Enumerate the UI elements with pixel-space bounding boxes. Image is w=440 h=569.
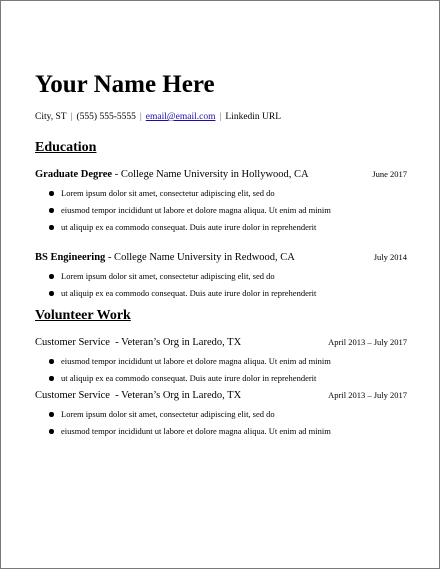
entry-heading [35, 168, 309, 181]
bullet-item: eiusmod tempor incididunt ut labore et dolore magna aliqua. Ut enim ad minim [61, 355, 407, 367]
contact-separator: | [139, 112, 142, 122]
school-name: - College Name University in Redwood, CA [105, 252, 295, 263]
entry-date: July 2014 [373, 252, 407, 262]
bullet-list [35, 408, 407, 437]
entry-header [35, 336, 407, 349]
entry-heading [35, 389, 241, 402]
bullet-item: ut aliquip ex ea commodo consequat. Duis aute irure dolor in reprehenderit [61, 372, 407, 384]
education-entry [35, 168, 407, 233]
bullet-item: Lorem ipsum dolor sit amet, consectetur adipiscing elit, sed do [61, 187, 407, 199]
bullet-list [35, 355, 407, 384]
entry-header [35, 251, 407, 264]
bullet-list [35, 270, 407, 299]
entry-heading [35, 336, 241, 349]
contact-separator: | [70, 112, 73, 122]
bullet-item: eiusmod tempor incididunt ut labore et dolore magna aliqua. Ut enim ad minim [61, 425, 407, 437]
volunteer-entry [35, 336, 407, 384]
bullet-item: Lorem ipsum dolor sit amet, consectetur adipiscing elit, sed do [61, 408, 407, 420]
bullet-item: ut aliquip ex ea commodo consequat. Duis aute irure dolor in reprehenderit [61, 221, 407, 233]
resume-content [35, 71, 407, 442]
education-entry [35, 251, 407, 299]
bullet-list [35, 187, 407, 233]
entry-date: June 2017 [372, 169, 407, 179]
section-title-education: Education [35, 140, 97, 155]
degree-name: Graduate Degree [35, 169, 113, 180]
org-name: - Veteran’s Org in Laredo, TX [109, 337, 242, 348]
entry-header [35, 168, 407, 181]
contact-linkedin: Linkedin URL [225, 112, 282, 122]
bullet-item: eiusmod tempor incididunt ut labore et dolore magna aliqua. Ut enim ad minim [61, 204, 407, 216]
contact-separator: | [219, 112, 222, 122]
entry-heading [35, 251, 295, 264]
contact-phone: (555) 555-5555 [76, 112, 136, 122]
degree-name: BS Engineering [35, 252, 106, 263]
org-name: - Veteran’s Org in Laredo, TX [109, 390, 242, 401]
entry-date: April 2013 – July 2017 [328, 390, 407, 400]
bullet-item: Lorem ipsum dolor sit amet, consectetur adipiscing elit, sed do [61, 270, 407, 282]
school-name: - College Name University in Hollywood, CA [112, 169, 309, 180]
role-name: Customer Service [35, 390, 110, 401]
volunteer-entry [35, 389, 407, 437]
candidate-name: Your Name Here [35, 71, 215, 98]
contact-city: City, ST [35, 112, 67, 122]
role-name: Customer Service [35, 337, 110, 348]
entry-date: April 2013 – July 2017 [328, 337, 407, 347]
contact-line [35, 111, 407, 123]
section-title-volunteer: Volunteer Work [35, 308, 131, 323]
entry-header [35, 389, 407, 402]
email-link[interactable]: email@email.com [145, 112, 216, 122]
bullet-item: ut aliquip ex ea commodo consequat. Duis aute irure dolor in reprehenderit [61, 287, 407, 299]
